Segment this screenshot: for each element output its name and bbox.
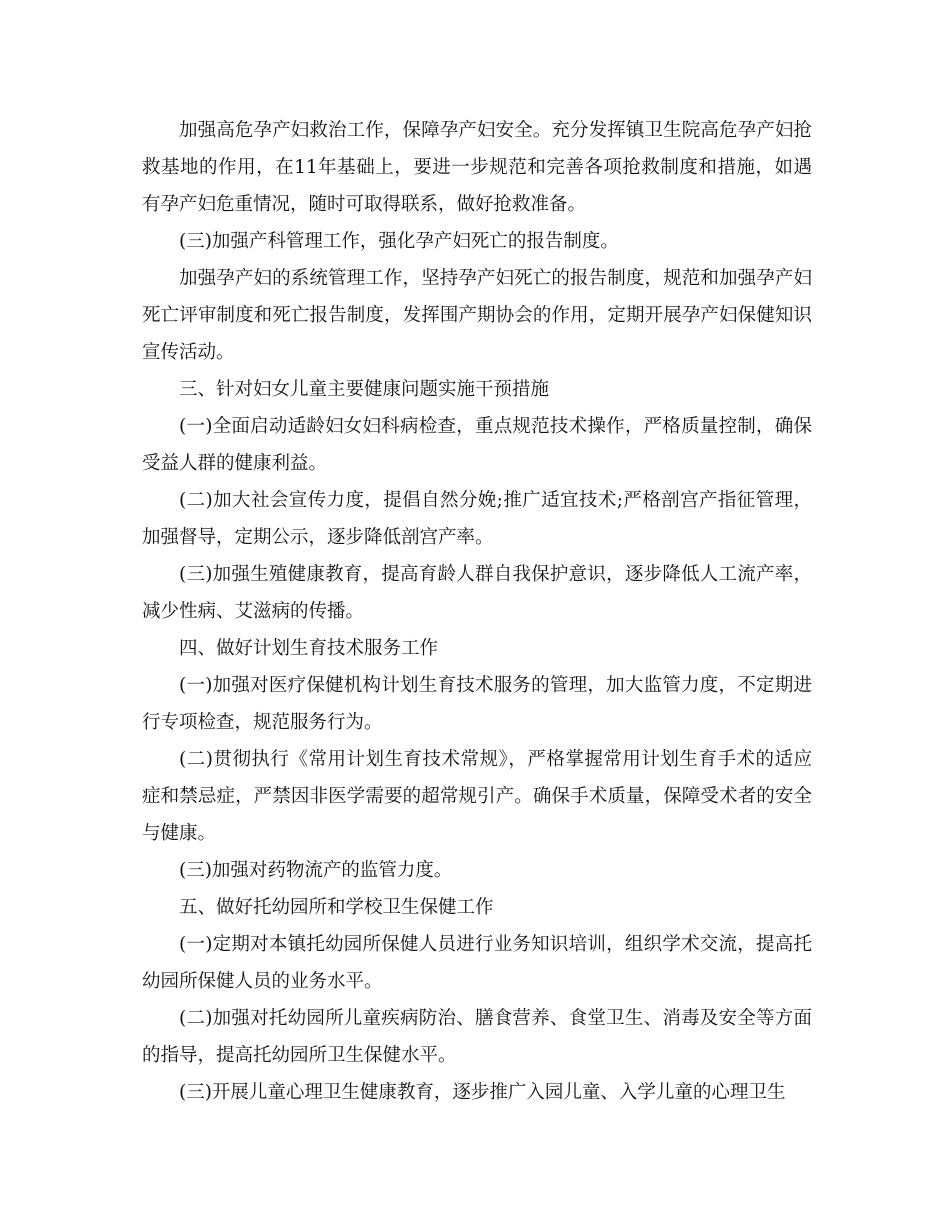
paragraph-family-planning-supervision: (一)加强对医疗保健机构计划生育技术服务的管理，加大监管力度，不定期进行专项检查，规范服务行为。: [142, 675, 812, 733]
section-heading-three: 三、针对妇女儿童主要健康问题实施干预措施: [179, 379, 550, 400]
paragraph-reproductive-health-education: (三)加强生殖健康教育，提高育龄人群自我保护意识，逐步降低人工流产率，减少性病、艾滋病的传播。: [142, 564, 812, 622]
paragraph-kindergarten-guidance: (二)加强对托幼园所儿童疾病防治、膳食营养、食堂卫生、消毒及安全等方面的指导，提高托幼园所卫生保健水平。: [142, 1008, 812, 1066]
paragraph-obstetric-management-heading: (三)加强产科管理工作，强化孕产妇死亡的报告制度。: [179, 231, 619, 252]
paragraph-family-planning-guidelines: (二)贯彻执行《常用计划生育技术常规》，严格掌握常用计划生育手术的适应症和禁忌症，严禁因非医学需要的超常规引产。确保手术质量，保障受术者的安全与健康。: [142, 749, 812, 844]
paragraph-kindergarten-staff-training: (一)定期对本镇托幼园所保健人员进行业务知识培训，组织学术交流，提高托幼园所保健人员的业务水平。: [142, 934, 812, 992]
paragraph-natural-birth-promotion: (二)加大社会宣传力度，提倡自然分娩;推广适宜技术;严格剖宫产指征管理，加强督导，定期公示，逐步降低剖宫产率。: [142, 490, 812, 548]
paragraph-gynecology-check: (一)全面启动适龄妇女妇科病检查，重点规范技术操作，严格质量控制，确保受益人群的健康利益。: [142, 416, 812, 474]
section-heading-five: 五、做好托幼园所和学校卫生保健工作: [179, 897, 494, 918]
paragraph-high-risk-rescue: 加强高危孕产妇救治工作，保障孕产妇安全。充分发挥镇卫生院高危孕产妇抢救基地的作用，在11年基础上，要进一步规范和完善各项抢救制度和措施，如遇有孕产妇危重情况，随时可取得联系，做好抢救准备。: [142, 120, 812, 215]
document-body: [142, 112, 812, 1111]
paragraph-maternal-system-management: 加强孕产妇的系统管理工作，坚持孕产妇死亡的报告制度，规范和加强孕产妇死亡评审制度和死亡报告制度，发挥围产期协会的作用，定期开展孕产妇保健知识宣传活动。: [142, 268, 812, 363]
section-heading-four: 四、做好计划生育技术服务工作: [179, 638, 439, 659]
paragraph-medical-abortion-supervision: (三)加强对药物流产的监管力度。: [179, 860, 453, 881]
paragraph-child-mental-health: (三)开展儿童心理卫生健康教育，逐步推广入园儿童、入学儿童的心理卫生: [179, 1082, 786, 1103]
